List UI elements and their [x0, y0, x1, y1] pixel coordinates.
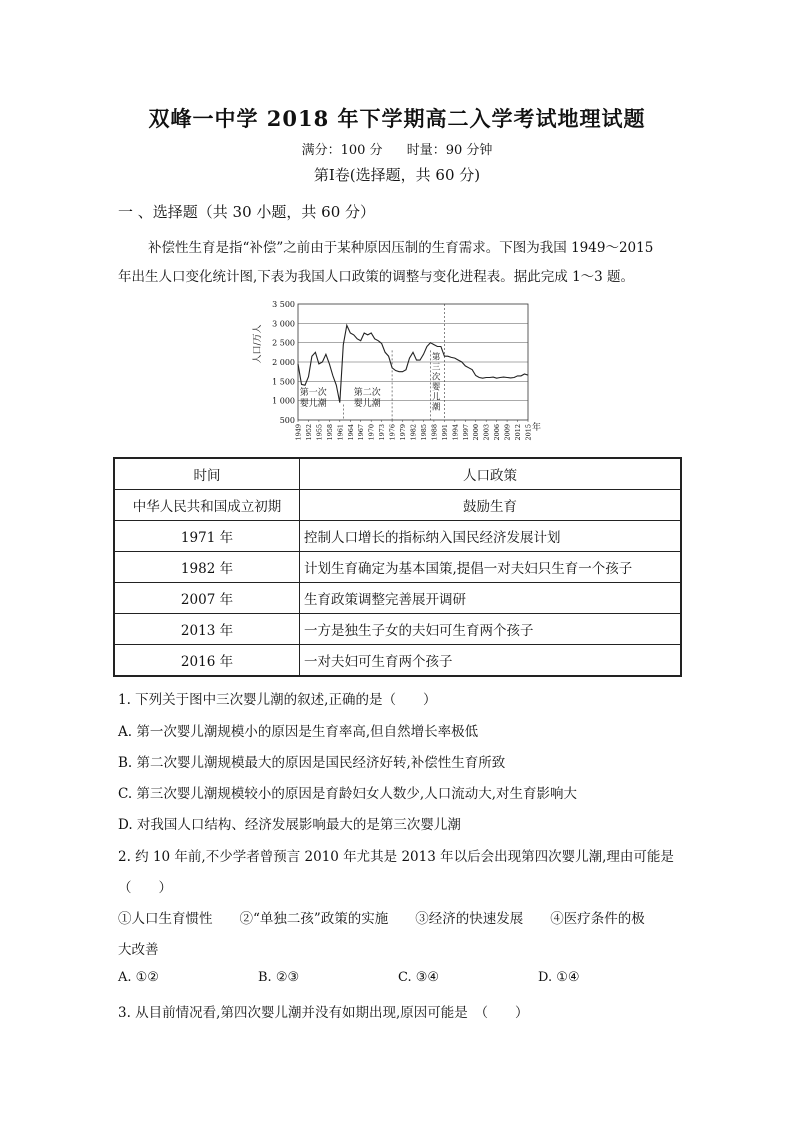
- x-tick-label: 1991: [440, 424, 449, 441]
- question-2: 2. 约 10 年前,不少学者曾预言 2010 年尤其是 2013 年以后会出现第四次婴儿潮,理由可能是: [118, 849, 674, 865]
- x-tick-label: 1976: [388, 424, 397, 441]
- x-tick-label: 1958: [325, 424, 334, 441]
- y-tick-label: 3 000: [272, 319, 295, 329]
- row-policy: 鼓励生育: [300, 490, 682, 521]
- series-line: [298, 325, 528, 402]
- table-row: [114, 583, 681, 614]
- question-2-option-a: A. ①②: [118, 970, 159, 985]
- y-axis-ticks: [272, 300, 295, 425]
- question-1-option-a: A. 第一次婴儿潮规模小的原因是生育率高,但自然增长率极低: [118, 724, 479, 740]
- table-row: [114, 490, 681, 521]
- x-axis-label: 年: [532, 423, 542, 433]
- section-heading: 一 、选择题（共 30 小题，共 60 分）: [118, 203, 376, 221]
- x-tick-label: 2000: [472, 424, 481, 441]
- header-time: 时间: [114, 458, 300, 490]
- row-policy: 一方是独生子女的夫妇可生育两个孩子: [300, 614, 682, 645]
- question-2-statements-cont: 大改善: [118, 942, 159, 958]
- row-time: 2016 年: [114, 645, 300, 677]
- table-header-row: [114, 458, 681, 490]
- y-tick-label: 1 000: [272, 396, 295, 406]
- question-1: 1. 下列关于图中三次婴儿潮的叙述,正确的是（ ）: [118, 692, 437, 708]
- y-tick-label: 1 500: [272, 377, 295, 387]
- row-time: 1971 年: [114, 521, 300, 552]
- full-score: 满分：100 分: [301, 143, 383, 158]
- question-2-option-b: B. ②③: [258, 970, 300, 985]
- annotation-third-boom-char: 第: [431, 352, 441, 363]
- question-2-option-d: D. ①④: [538, 970, 580, 985]
- x-tick-label: 1979: [399, 424, 408, 441]
- policy-table: [113, 457, 682, 677]
- annotation-third-boom-char: 婴: [431, 382, 441, 393]
- intro-line-2: 年出生人口变化统计图,下表为我国人口政策的调整与变化进程表。据此完成 1～3 题。: [118, 269, 635, 285]
- row-policy: 控制人口增长的指标纳入国民经济发展计划: [300, 521, 682, 552]
- x-tick-label: 2006: [493, 424, 502, 441]
- table-row: [114, 552, 681, 583]
- x-tick-label: 2015: [524, 424, 533, 441]
- x-tick-label: 1973: [378, 424, 387, 441]
- x-tick-label: 1964: [346, 424, 355, 441]
- row-policy: 计划生育确定为基本国策,提倡一对夫妇只生育一个孩子: [300, 552, 682, 583]
- x-tick-label: 1952: [304, 424, 313, 441]
- annotation-third-boom-char: 次: [431, 372, 441, 383]
- x-tick-label: 1967: [357, 424, 366, 441]
- table-row: [114, 521, 681, 552]
- exam-title: 双峰一中学 2018 年下学期高二入学考试地理试题: [148, 106, 646, 131]
- time-limit: 时量：90 分钟: [406, 143, 493, 158]
- y-tick-label: 2 500: [272, 338, 295, 348]
- row-policy: 一对夫妇可生育两个孩子: [300, 645, 682, 677]
- exam-info: [0, 139, 794, 158]
- x-tick-label: 1985: [419, 424, 428, 441]
- header-policy: 人口政策: [300, 458, 682, 490]
- question-1-option-d: D. 对我国人口结构、经济发展影响最大的是第三次婴儿潮: [118, 817, 461, 833]
- part-heading: 第Ⅰ卷(选择题，共 60 分): [313, 166, 481, 184]
- annotation-second-boom-line2: 婴儿潮: [353, 398, 381, 409]
- annotation-third-boom-char: 儿: [431, 392, 441, 403]
- question-1-option-b: B. 第二次婴儿潮规模最大的原因是国民经济好转,补偿性生育所致: [118, 755, 506, 771]
- birth-population-chart: [250, 296, 550, 448]
- chart-grid: [298, 304, 528, 420]
- annotation-second-boom-line1: 第二次: [353, 387, 381, 398]
- x-tick-label: 1961: [336, 424, 345, 441]
- question-3: 3. 从目前情况看,第四次婴儿潮并没有如期出现,原因可能是 （ ）: [118, 1005, 529, 1021]
- x-tick-label: 1970: [367, 424, 376, 441]
- annotation-first-boom-line2: 婴儿潮: [299, 398, 327, 409]
- x-tick-label: 1949: [294, 424, 303, 441]
- intro-line-1: 补偿性生育是指“补偿”之前由于某种原因压制的生育需求。下图为我国 1949～2015: [148, 240, 654, 256]
- x-tick-label: 1997: [461, 424, 470, 441]
- question-1-option-c: C. 第三次婴儿潮规模较小的原因是育龄妇女人数少,人口流动大,对生育影响大: [118, 786, 578, 802]
- x-tick-label: 1955: [315, 424, 324, 441]
- row-time: 中华人民共和国成立初期: [114, 490, 300, 521]
- x-tick-label: 1994: [451, 424, 460, 441]
- row-policy: 生育政策调整完善展开调研: [300, 583, 682, 614]
- table-row: [114, 614, 681, 645]
- x-tick-label: 2003: [482, 424, 491, 441]
- x-tick-label: 2009: [503, 424, 512, 441]
- y-tick-label: 2 000: [272, 358, 295, 367]
- y-axis-label: 人口/万人: [253, 324, 263, 364]
- row-time: 2013 年: [114, 614, 300, 645]
- table-row: [114, 645, 681, 677]
- question-2-answer-paren: （ ）: [118, 880, 172, 896]
- annotation-third-boom-char: 潮: [431, 402, 441, 413]
- row-time: 2007 年: [114, 583, 300, 614]
- annotation-third-boom-char: 三: [431, 362, 441, 373]
- y-tick-label: 3 500: [272, 300, 295, 309]
- annotation-first-boom-line1: 第一次: [299, 387, 327, 398]
- question-2-option-c: C. ③④: [398, 970, 440, 985]
- x-tick-label: 2012: [514, 424, 523, 441]
- x-tick-label: 1982: [409, 424, 418, 441]
- row-time: 1982 年: [114, 552, 300, 583]
- y-tick-label: 500: [279, 416, 295, 425]
- question-2-statements: ①人口生育惯性 ②“单独二孩”政策的实施 ③经济的快速发展 ④医疗条件的极: [118, 911, 645, 927]
- x-tick-label: 1988: [430, 424, 439, 441]
- x-axis-ticks: [295, 420, 533, 441]
